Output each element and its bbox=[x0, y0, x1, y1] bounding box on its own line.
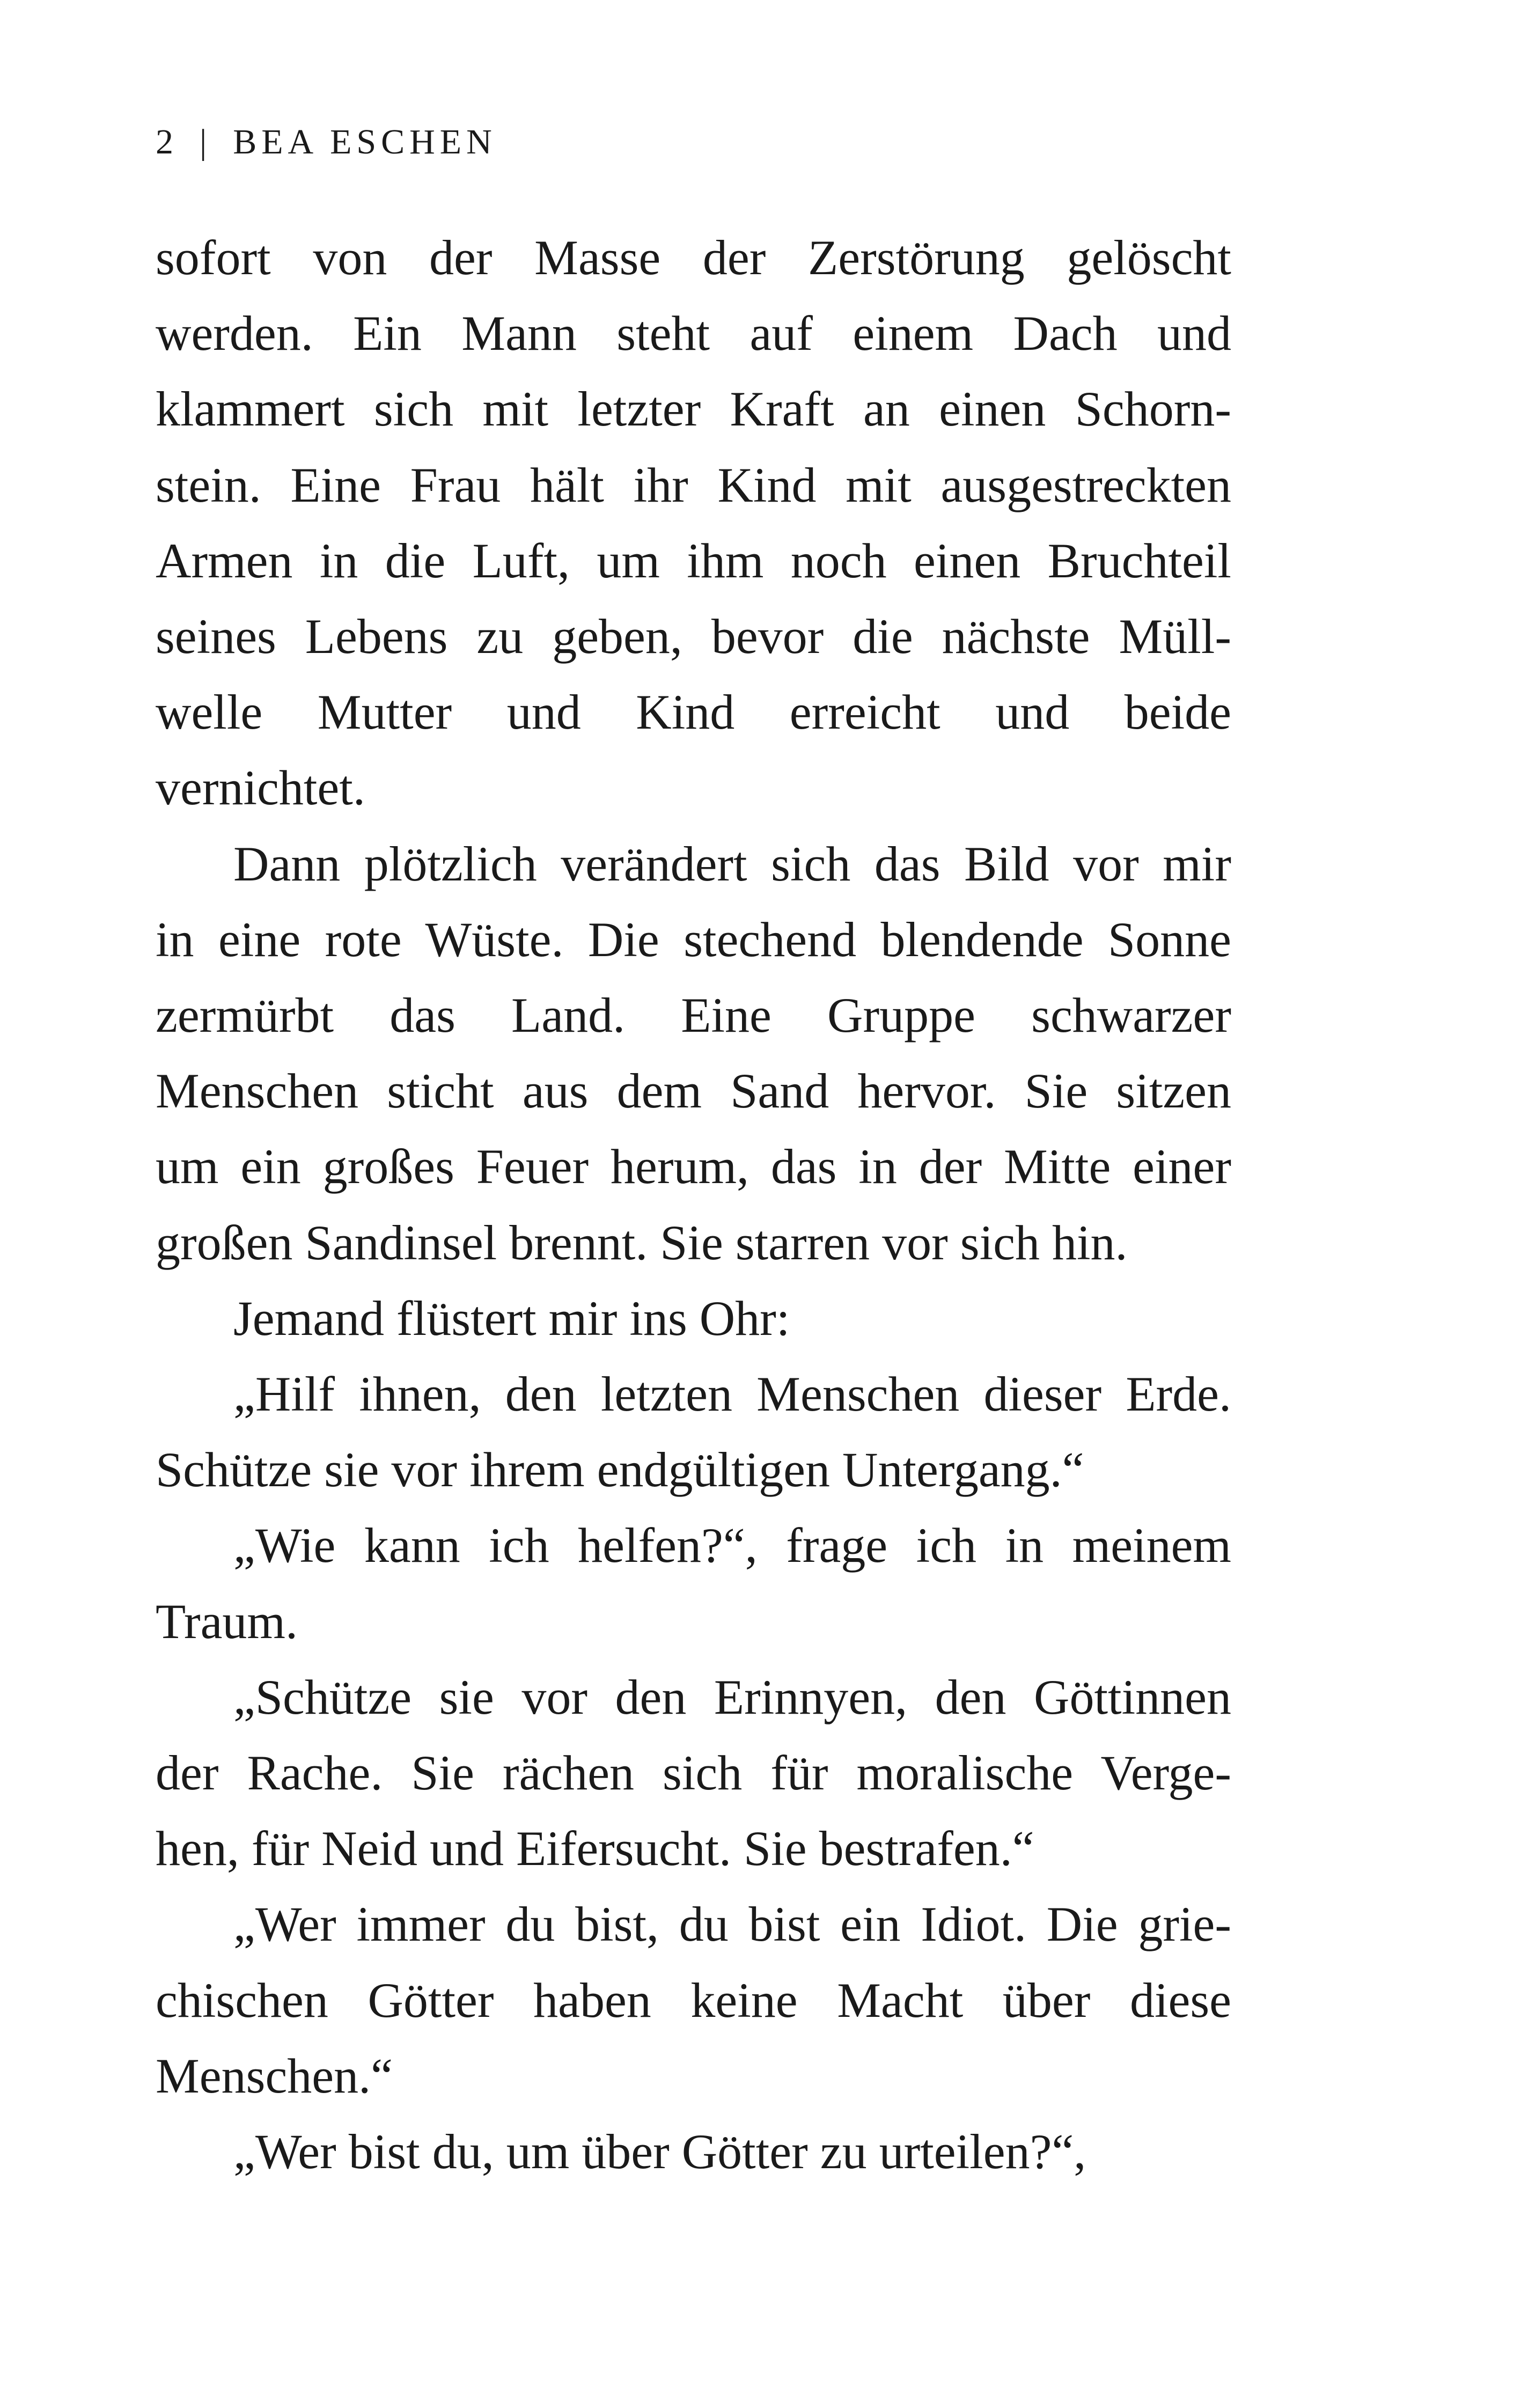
text-line-row bbox=[156, 1053, 1231, 1129]
text-line: stein. Eine Frau hält ihr Kind mit ausgestreckten bbox=[156, 457, 1231, 512]
text-line-row bbox=[156, 902, 1231, 978]
text-line: „Hilf ihnen, den letzten Menschen dieser Erde. bbox=[233, 1367, 1231, 1422]
text-line: Dann plötzlich verändert sich das Bild vor mir bbox=[233, 836, 1231, 891]
text-line-row bbox=[156, 1660, 1231, 1735]
running-head bbox=[156, 121, 497, 164]
text-line: vernichtet. bbox=[156, 760, 365, 816]
text-line-row bbox=[156, 220, 1231, 296]
text-line-row bbox=[156, 750, 1231, 826]
text-line: Traum. bbox=[156, 1594, 298, 1649]
text-line: Menschen sticht aus dem Sand hervor. Sie sitzen bbox=[156, 1063, 1231, 1119]
text-line: Schütze sie vor ihrem endgültigen Untergang.“ bbox=[156, 1442, 1084, 1497]
text-line: zermürbt das Land. Eine Gruppe schwarzer bbox=[156, 988, 1231, 1043]
text-line-row bbox=[156, 1432, 1231, 1508]
paragraph bbox=[156, 1508, 1231, 1659]
paragraph bbox=[156, 1660, 1231, 1887]
text-line: um ein großes Feuer herum, das in der Mitte einer bbox=[156, 1139, 1231, 1194]
text-line: hen, für Neid und Eifersucht. Sie bestrafen.“ bbox=[156, 1821, 1034, 1876]
text-line-row bbox=[156, 1356, 1231, 1432]
text-line-row bbox=[156, 826, 1231, 902]
text-line: Jemand flüstert mir ins Ohr: bbox=[233, 1290, 790, 1346]
body-text bbox=[156, 220, 1231, 2190]
text-line-row bbox=[156, 1811, 1231, 1886]
text-line: Menschen.“ bbox=[156, 2048, 393, 2103]
text-line-row bbox=[156, 1508, 1231, 1583]
text-line-row bbox=[156, 1886, 1231, 1962]
text-line-row bbox=[156, 2038, 1231, 2114]
paragraph bbox=[156, 1281, 1231, 1356]
text-line-row bbox=[156, 2114, 1231, 2190]
text-line: in eine rote Wüste. Die stechend blendende Sonne bbox=[156, 912, 1231, 967]
text-line: „Schütze sie vor den Erinnyen, den Göttinnen bbox=[233, 1669, 1231, 1724]
text-line: seines Lebens zu geben, bevor die nächste Müll- bbox=[156, 609, 1231, 664]
author-name: BEA ESCHEN bbox=[233, 122, 497, 161]
paragraph bbox=[156, 2114, 1231, 2190]
text-line-row bbox=[156, 1584, 1231, 1660]
text-line-row bbox=[156, 1129, 1231, 1205]
text-line-row bbox=[156, 371, 1231, 447]
text-line-row bbox=[156, 1963, 1231, 2038]
text-line: großen Sandinsel brennt. Sie starren vor sich hin. bbox=[156, 1215, 1128, 1270]
text-line: werden. Ein Mann steht auf einem Dach und bbox=[156, 306, 1231, 361]
text-line-row bbox=[156, 1735, 1231, 1811]
page-number: 2 bbox=[156, 122, 178, 161]
text-line: „Wie kann ich helfen?“, frage ich in meinem bbox=[233, 1518, 1231, 1573]
paragraph bbox=[156, 1356, 1231, 1508]
header-separator: | bbox=[200, 122, 212, 161]
text-line: chischen Götter haben keine Macht über diese bbox=[156, 1972, 1231, 2028]
paragraph bbox=[156, 826, 1231, 1281]
paragraph bbox=[156, 1886, 1231, 2114]
text-line-row bbox=[156, 1281, 1231, 1356]
text-line: welle Mutter und Kind erreicht und beide bbox=[156, 685, 1231, 740]
text-line-row bbox=[156, 296, 1231, 371]
text-line-row bbox=[156, 978, 1231, 1053]
text-line-row bbox=[156, 523, 1231, 599]
paragraph bbox=[156, 220, 1231, 826]
text-line: „Wer immer du bist, du bist ein Idiot. Die grie- bbox=[233, 1897, 1231, 1952]
text-line: sofort von der Masse der Zerstörung gelöscht bbox=[156, 230, 1231, 285]
text-line-row bbox=[156, 1205, 1231, 1281]
text-line-row bbox=[156, 599, 1231, 674]
text-line-row bbox=[156, 447, 1231, 523]
text-line: der Rache. Sie rächen sich für moralische Verge- bbox=[156, 1745, 1231, 1801]
text-line: „Wer bist du, um über Götter zu urteilen?“, bbox=[233, 2124, 1086, 2179]
text-line: klammert sich mit letzter Kraft an einen Schorn- bbox=[156, 381, 1231, 437]
text-line-row bbox=[156, 674, 1231, 750]
text-line: Armen in die Luft, um ihm noch einen Bruchteil bbox=[156, 533, 1231, 588]
